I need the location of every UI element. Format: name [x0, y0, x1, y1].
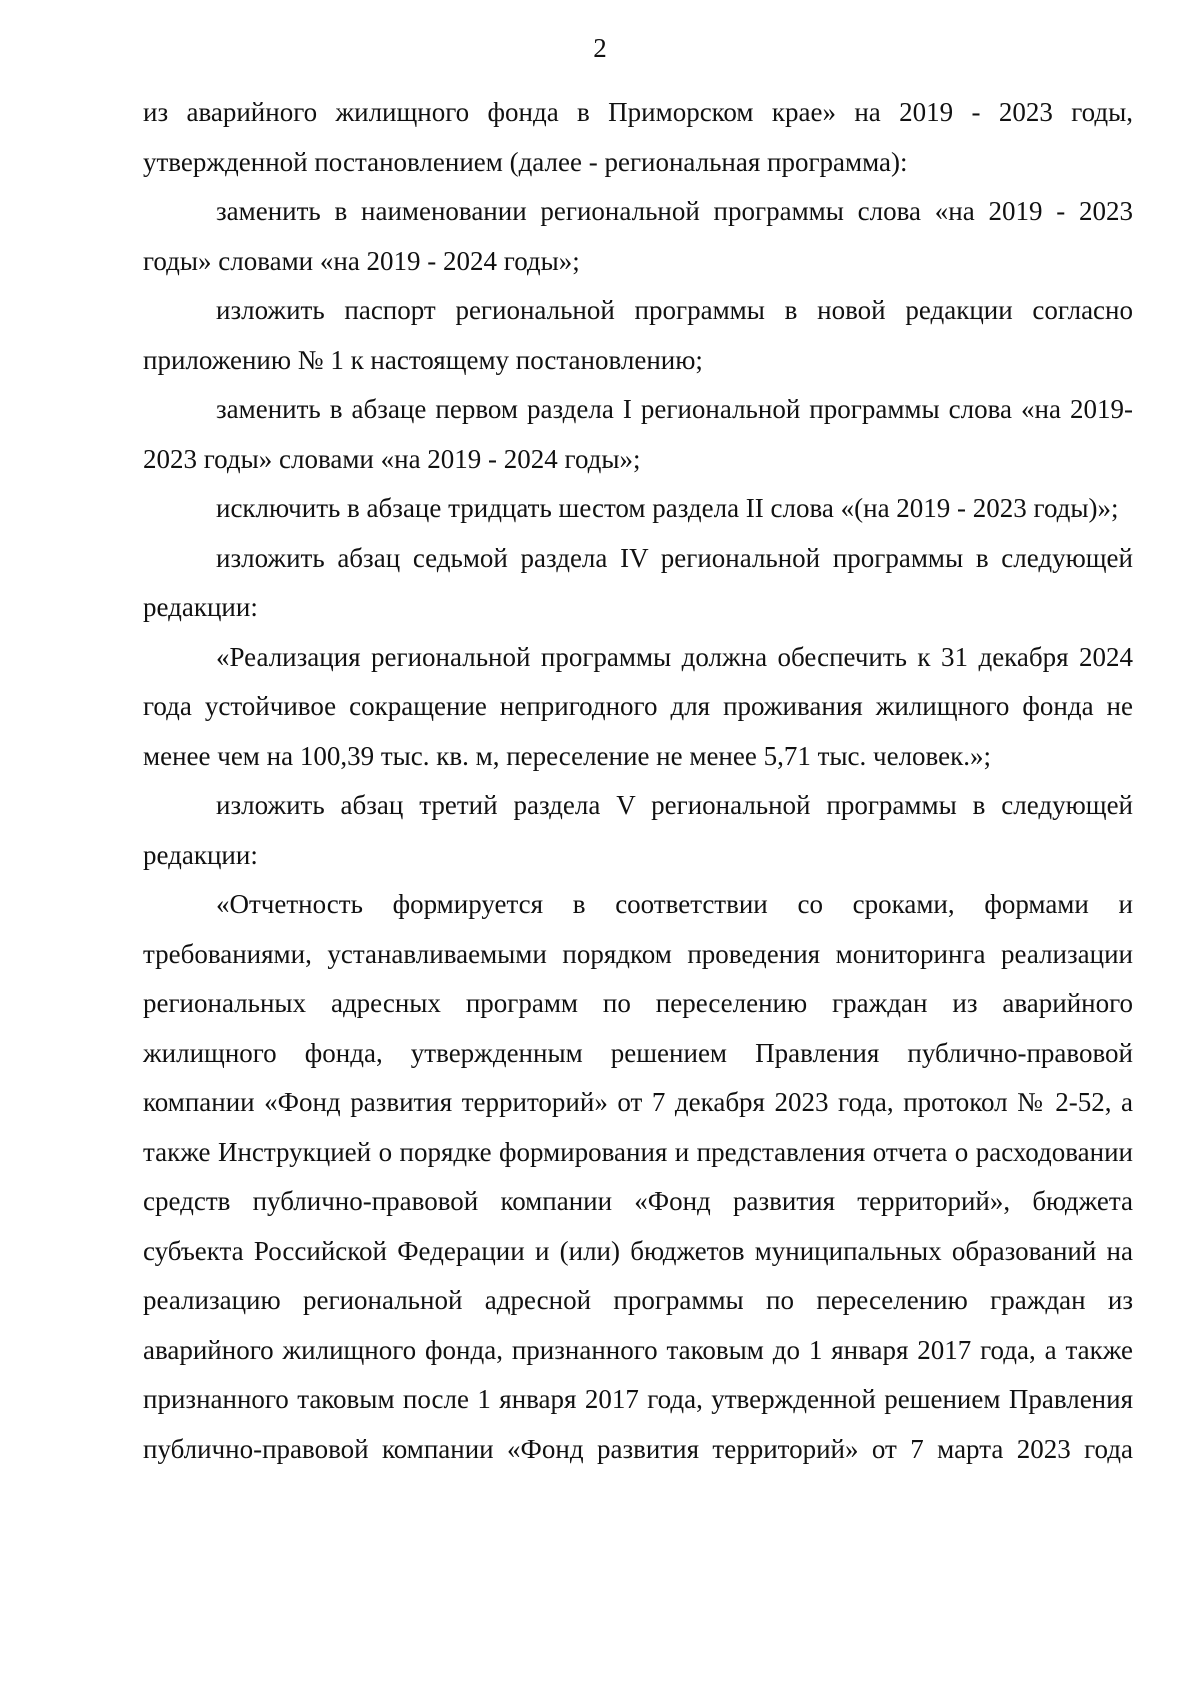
paragraph-continuation: из аварийного жилищного фонда в Приморском крае» на 2019 - 2023 годы, утвержденной постановлением (далее - региональная программа):	[143, 97, 1133, 177]
paragraph-section-5: изложить абзац третий раздела V региональной программы в следующей редакции:	[143, 790, 1133, 870]
paragraph-section-4: изложить абзац седьмой раздела IV региональной программы в следующей редакции:	[143, 542, 1133, 622]
paragraph-section-2: исключить в абзаце тридцать шестом раздела II слова «(на 2019 - 2023 годы)»;	[216, 493, 1119, 523]
paragraph-section-1: заменить в абзаце первом раздела I региональной программы слова «на 2019-2023 годы» словами «на 2019 - 2024 годы»;	[143, 394, 1133, 474]
page-number: 2	[593, 33, 607, 63]
paragraph-rename-program: заменить в наименовании региональной программы слова «на 2019 - 2023 годы» словами «на 2019 - 2024 годы»;	[143, 196, 1133, 276]
document-body	[143, 88, 1133, 1474]
paragraph-quote-implementation: «Реализация региональной программы должна обеспечить к 31 декабря 2024 года устойчивое сокращение непригодного для проживания жилищного фонда не менее чем на 100,39 тыс. кв. м, переселение не менее 5,71 тыс. человек.»;	[143, 641, 1133, 771]
paragraph-quote-reporting: «Отчетность формируется в соответствии со сроками, формами и требованиями, устанавливаемыми порядком проведения мониторинга реализации региональных адресных программ по переселению граждан из аварийного жилищного фонда, утвержденным решением Правления публично-правовой компании «Фонд развития территорий» от 7 декабря 2023 года, протокол № 2-52, а также Инструкцией о порядке формирования и представления отчета о расходовании средств публично-правовой компании «Фонд развития территорий», бюджета субъекта Российской Федерации и (или) бюджетов муниципальных образований на реализацию региональной адресной программы по переселению граждан из аварийного жилищного фонда, признанного таковым до 1 января 2017 года, а также признанного таковым после 1 января 2017 года, утвержденной решением Правления публично-правовой компании «Фонд развития территорий» от 7 марта 2023 года	[143, 889, 1133, 1464]
paragraph-passport: изложить паспорт региональной программы в новой редакции согласно приложению № 1 к настоящему постановлению;	[143, 295, 1133, 375]
